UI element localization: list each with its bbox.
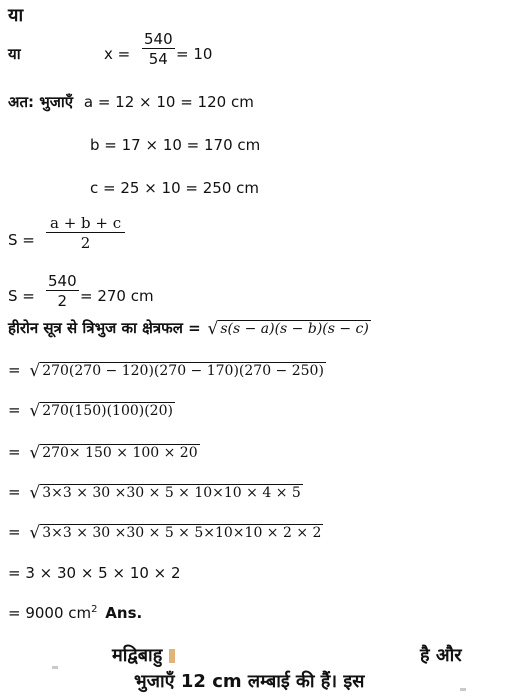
result-value: = 9000 cm [8,604,92,622]
smudge-mark-icon [460,688,466,691]
text-ya-top: या [8,5,24,26]
step5-line [8,522,323,542]
bottom-left-text [112,646,175,666]
heron-formula: s(s − a)(s − b)(s − c) [220,320,369,337]
x-lhs: x = [104,45,131,63]
step1-radical [29,362,326,380]
step5-radical [29,524,323,542]
sqrt-icon: √ [29,522,41,543]
s2-fraction [46,272,79,310]
side-c: c = 25 × 10 = 250 cm [90,179,259,197]
side-b: b = 17 × 10 = 170 cm [90,136,261,154]
sqrt-icon: √ [29,442,41,463]
smudge-mark-icon [52,666,58,669]
equals-sign: = [8,483,21,501]
sqrt-icon: √ [29,482,41,503]
s-value-equation [8,272,228,318]
step2-radical [29,402,175,420]
bottom-line2: भुजाएँ 12 cm लम्बाई की हैं। इस [134,671,365,692]
x-numerator: 540 [144,30,173,48]
s-numerator: a + b + c [46,214,125,233]
step5-expression: 3×3 × 30 ×30 × 5 × 5×10×10 × 2 × 2 [42,524,322,541]
step2-line [8,400,175,420]
equals-sign: = [8,361,21,379]
s-lhs: S = [8,231,35,249]
s2-lhs: S = [8,287,35,305]
result-ans: Ans. [105,604,143,622]
s-denominator: 2 [80,234,91,252]
step3-expression: 270× 150 × 100 × 20 [42,444,198,461]
side-a: a = 12 × 10 = 120 cm [83,93,254,111]
step4-expression: 3×3 × 30 ×30 × 5 × 10×10 × 4 × 5 [42,484,301,501]
step4-radical [29,484,302,502]
x-rhs: = 10 [176,45,213,63]
step4-line [8,482,303,502]
s2-numerator: 540 [48,272,77,290]
sides-label: अत: भुजाएँ [8,93,74,111]
s2-rhs: = 270 cm [80,287,154,305]
s-fraction [46,214,125,252]
equals-sign: = [8,401,21,419]
result-superscript: 2 [91,604,98,615]
bottom-right-text: है और [420,645,462,666]
heron-line [8,318,371,338]
heron-label: हीरोन सूत्र से त्रिभुज का क्षेत्रफल = [8,319,201,337]
heron-radical [207,320,370,338]
equals-sign: = [8,443,21,461]
step6-line: = 3 × 30 × 5 × 10 × 2 [8,564,181,582]
sqrt-icon: √ [29,360,41,381]
text-ya: या [8,45,21,63]
sides-a-line [8,92,254,112]
x-fraction [142,30,175,68]
cursor-mark-icon [169,649,175,663]
bottom-left-label: मद्विबाहु [112,645,163,666]
sqrt-icon: √ [29,400,41,421]
step3-line [8,442,200,462]
step1-expression: 270(270 − 120)(270 − 170)(270 − 250) [42,362,324,379]
equals-sign: = [8,523,21,541]
result-line [8,600,142,623]
s2-denominator: 2 [57,292,68,310]
s-equation [8,214,208,262]
x-denominator: 54 [148,50,168,68]
sqrt-icon: √ [207,318,219,339]
step3-radical [29,444,199,462]
step2-expression: 270(150)(100)(20) [42,402,173,419]
step1-line [8,360,326,380]
